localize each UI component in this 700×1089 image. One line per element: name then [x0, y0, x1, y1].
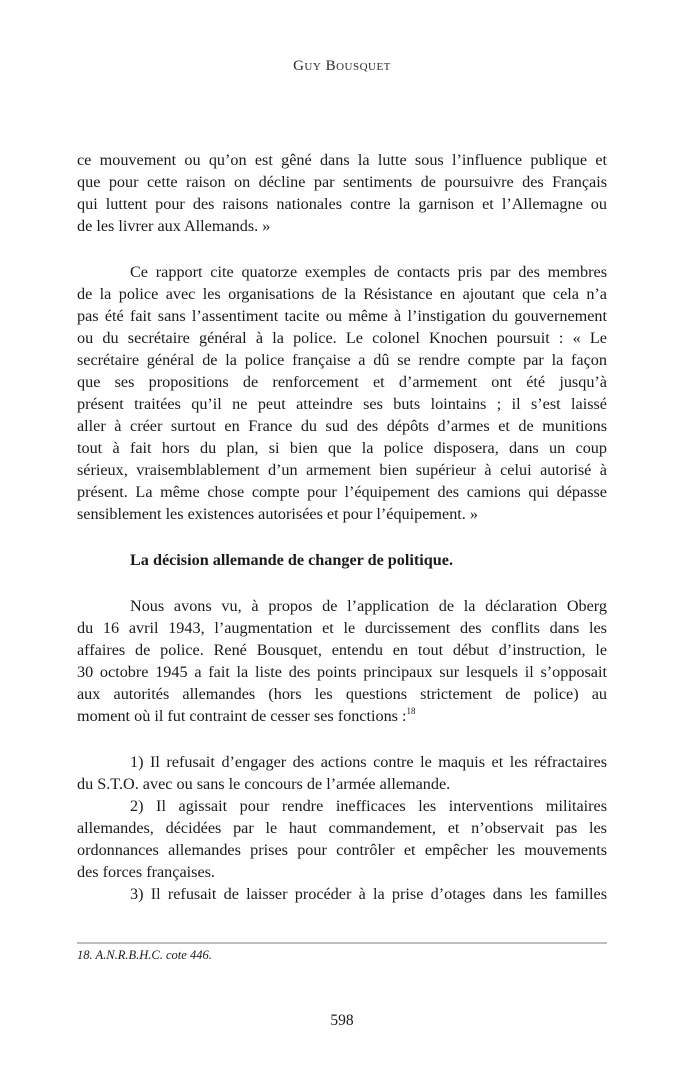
numbered-list — [77, 751, 607, 905]
text-line-content: moment où il fut contraint de cesser ses fonctions : — [77, 707, 407, 725]
paragraph-3 — [77, 595, 607, 727]
text-line: ce mouvement ou qu’on est gêné dans la lutte sous l’influence publique et — [77, 151, 607, 169]
list-item-line: 2) Il agissait pour rendre inefficaces les interventions militaires — [130, 797, 607, 815]
running-head: Guy Bousquet — [293, 58, 391, 74]
page-number: 598 — [330, 1012, 354, 1029]
text-line: présent. La même chose compte pour l’équipement des camions qui dépasse — [77, 483, 607, 501]
text-line: sensiblement les existences autorisées et pour l’équipement. » — [77, 505, 478, 523]
footnote-separator — [77, 942, 607, 944]
text-line: que ses propositions de renforcement et d’armement ont été jusqu’à — [77, 373, 607, 391]
section-heading: La décision allemande de changer de politique. — [130, 551, 454, 569]
text-line: Nous avons vu, à propos de l’application de la déclaration Oberg — [130, 597, 607, 615]
list-item-line: ordonnances allemandes prises pour contrôler et empêcher les mouvements — [77, 841, 607, 859]
text-line: 30 octobre 1945 a fait la liste des points principaux sur lesquels il s’opposait — [77, 663, 607, 681]
text-line: du 16 avril 1943, l’augmentation et le durcissement des conflits dans les — [77, 619, 607, 637]
paragraph-2 — [77, 261, 607, 525]
text-line: de les livrer aux Allemands. » — [77, 217, 271, 235]
text-line: affaires de police. René Bousquet, entendu en tout début d’instruction, le — [77, 641, 607, 659]
text-line: sérieux, vraisemblablement d’un armement bien supérieur à celui autorisé à — [77, 461, 607, 479]
footnote-reference[interactable]: 18 — [406, 706, 416, 716]
footnote-18: 18. A.N.R.B.H.C. cote 446. — [77, 948, 212, 962]
text-line: pas été fait sans l’assentiment tacite ou même à l’instigation du gouvernement — [77, 307, 607, 325]
list-item-line: du S.T.O. avec ou sans le concours de l’armée allemande. — [77, 775, 451, 793]
list-item-line: allemandes, décidées par le haut commandement, et n’observait pas les — [77, 819, 607, 837]
paragraph-1 — [77, 149, 607, 237]
text-line: que pour cette raison on décline par sentiments de poursuivre des Français — [77, 173, 607, 191]
text-line: tout à fait hors du plan, si bien que la police disposera, dans un coup — [77, 439, 607, 457]
text-line: aller à créer surtout en France du sud des dépôts d’armes et de munitions — [77, 417, 607, 435]
text-line — [77, 705, 607, 727]
list-item-line: 1) Il refusait d’engager des actions contre le maquis et les réfractaires — [130, 753, 607, 771]
text-line: qui luttent pour des raisons nationales contre la garnison et l’Allemagne ou — [77, 195, 607, 213]
text-line: aux autorités allemandes (hors les questions strictement de police) au — [77, 685, 607, 703]
list-item-line: 3) Il refusait de laisser procéder à la prise d’otages dans les familles — [130, 885, 607, 903]
text-line: présent traitées qu’il ne peut atteindre ses buts lointains ; il s’est laissé — [77, 395, 607, 413]
text-line: secrétaire général de la police française a dû se rendre compte par la façon — [77, 351, 607, 369]
text-line: Ce rapport cite quatorze exemples de contacts pris par des membres — [130, 263, 607, 281]
text-line: ou du secrétaire général à la police. Le colonel Knochen poursuit : « Le — [77, 329, 607, 347]
text-line: de la police avec les organisations de la Résistance en ajoutant que cela n’a — [77, 285, 607, 303]
list-item-line: des forces françaises. — [77, 863, 215, 881]
